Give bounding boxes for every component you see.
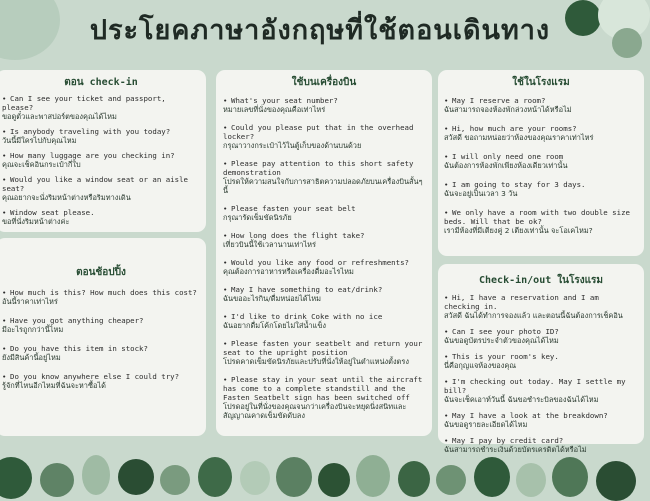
list-item: • How many luggage are you checking in? คุณจะเช็คอินกระเป๋ากี่ใบ [2, 151, 175, 169]
decor-blob [516, 463, 546, 497]
card-title: Check-in/out ในโรงแรม [478, 275, 604, 286]
list-item: • Hi, how much are your rooms? สวัสดี ขอถามหน่อยว่าห้องของคุณราคาเท่าไหร่ [444, 124, 594, 142]
phrase-th: ฉันขอดูบัตรประจำตัวของคุณได้ไหม [444, 336, 559, 345]
phrase-en: May I reserve a room? [452, 96, 546, 105]
decor-blob [596, 461, 636, 501]
phrase-th: หมายเลขที่นั่งของคุณคือเท่าไหร่ [223, 105, 326, 114]
list-item: • Can I see your ticket and passport, please? ขอดูตั๋วและพาสปอร์ตของคุณได้ไหม [2, 94, 166, 121]
phrase-th: ฉันขออะไรกิน/ดื่มหน่อยได้ไหม [223, 294, 322, 303]
list-item: • Could you please put that in the overhead locker? กรุณาวางกระเป๋าไว้ในตู้เก็บของด้านบนด้วย [223, 123, 414, 150]
decor-blob [318, 463, 350, 497]
phrase-en: How long does the flight take? [231, 231, 365, 240]
phrase-en: How much is this? How much does this cost? [10, 288, 197, 297]
phrase-en: Would you like a window seat or an aisle seat? [2, 175, 188, 193]
card-title: ใช้บนเครื่องบิน [291, 77, 357, 88]
card-hotel [438, 70, 644, 256]
phrase-th: เรามีห้องที่มีเตียงคู่ 2 เตียงเท่านั้น จะโอเคไหม? [444, 226, 593, 235]
phrase-en: Hi, how much are your rooms? [452, 124, 577, 133]
list-item: • What's your seat number? หมายเลขที่นั่งของคุณคือเท่าไหร่ [223, 96, 338, 114]
phrase-th: ขอดูตั๋วและพาสปอร์ตของคุณได้ไหม [2, 112, 117, 121]
decor-blob [82, 455, 110, 495]
list-item: • Is anybody traveling with you today? วันนี้มีใครไปกับคุณไหม [2, 127, 171, 145]
phrase-en: Do you have this item in stock? [10, 344, 148, 353]
list-item: • Do you know anywhere else I could try? รู้จักที่ไหนอีกไหมที่ฉันจะหาซื้อได้ [2, 372, 180, 390]
card-title: ตอน check-in [64, 77, 138, 88]
list-item: • We only have a room with two double size beds. Will that be ok? เรามีห้องที่มีเตียงคู่ 2 เตียงเท่านั้น จะโอเคไหม? [444, 208, 630, 235]
phrase-en: Please pay attention to this short safety demonstration [223, 159, 414, 177]
list-item: • Would you like a window seat or an aisle seat? คุณอยากจะนั่งริมหน้าต่างหรือริมทางเดิน [2, 175, 188, 202]
phrase-en: We only have a room with two double size beds. Will that be ok? [444, 208, 630, 226]
phrase-en: I will only need one room [452, 152, 564, 161]
list-item: • Please fasten your seatbelt and return your seat to the upright position โปรดคาดเข็มขัดนิรภัยและปรับที่นั่งให้อยู่ในตำแหน่งตั้งตรง [223, 339, 423, 366]
list-item: • Would you like any food or refreshments? คุณต้องการอาหารหรือเครื่องดื่มอะไรไหม [223, 258, 409, 276]
phrase-en: Hi, I have a reservation and I am checking in. [444, 293, 599, 311]
list-item: • May I have a look at the breakdown? ฉันขอดูรายละเอียดได้ไหม [444, 411, 608, 429]
list-item: • I am going to stay for 3 days. ฉันจะอยู่เป็นเวลา 3 วัน [444, 180, 586, 198]
card-checkinout [438, 264, 644, 454]
list-item: • I'm checking out today. May I settle my bill? ฉันจะเช็คเอาท์วันนี้ ฉันขอชำระบิลของฉันได้ไหม [444, 377, 626, 404]
phrase-en: I'd like to drink Coke with no ice [231, 312, 383, 321]
phrase-en: Please stay in your seat until the aircraft has come to a complete standstill and the Fasten Seatbelt sign has been switched off [223, 375, 423, 402]
phrase-th: คุณอยากจะนั่งริมหน้าต่างหรือริมทางเดิน [2, 193, 131, 202]
phrase-th: ฉันสามารถชำระเงินด้วยบัตรเครดิตได้หรือไม่ [444, 445, 587, 454]
phrase-en: May I have a look at the breakdown? [452, 411, 608, 420]
phrase-th: ฉันจะอยู่เป็นเวลา 3 วัน [444, 189, 518, 198]
list-item: • I will only need one room ฉันต้องการห้องพักเพียงห้องเดียวเท่านั้น [444, 152, 568, 170]
decor-blob [118, 459, 154, 495]
list-item: • Please fasten your seat belt กรุณารัดเข็มขัดนิรภัย [223, 204, 356, 222]
phrase-en: Please fasten your seat belt [231, 204, 356, 213]
phrase-th: โปรดอยู่ในที่นั่งของคุณจนกว่าเครื่องบินจะหยุดนิ่งสนิทและสัญญาณคาดเข็มขัดดับลง [223, 402, 407, 420]
phrase-en: Can I see your ticket and passport, please? [2, 94, 166, 112]
decor-blob [474, 457, 510, 497]
phrase-th: คุณต้องการอาหารหรือเครื่องดื่มอะไรไหม [223, 267, 354, 276]
phrase-th: นี่คือกุญแจห้องของคุณ [444, 361, 517, 370]
phrase-en: How many luggage are you checking in? [10, 151, 175, 160]
phrase-th: สวัสดี ขอถามหน่อยว่าห้องของคุณราคาเท่าไหร่ [444, 133, 594, 142]
phrase-en: This is your room's key. [452, 352, 559, 361]
card-title: ใช้ในโรงแรม [512, 77, 570, 88]
decor-blob [160, 465, 190, 495]
list-item: • How much is this? How much does this cost? อันนี้ราคาเท่าไหร่ [2, 288, 197, 306]
phrase-th: ฉันต้องการห้องพักเพียงห้องเดียวเท่านั้น [444, 161, 568, 170]
phrase-th: ฉันสามารถจองห้องพักล่วงหน้าได้หรือไม่ [444, 105, 572, 114]
phrase-en: Can I see your photo ID? [452, 327, 559, 336]
phrase-en: I'm checking out today. May I settle my bill? [444, 377, 626, 395]
list-item: • Window seat please. ขอที่นั่งริมหน้าต่างค่ะ [2, 208, 95, 226]
phrase-th: ขอที่นั่งริมหน้าต่างค่ะ [2, 217, 70, 226]
list-item: • I'd like to drink Coke with no ice ฉันอยากดื่มโค้กโดยไม่ใส่น้ำแข็ง [223, 312, 383, 330]
phrase-en: Have you got anything cheaper? [10, 316, 144, 325]
phrase-th: ยังมีสินค้านี้อยู่ไหม [2, 353, 61, 362]
list-item: • May I pay by credit card? ฉันสามารถชำระเงินด้วยบัตรเครดิตได้หรือไม่ [444, 436, 587, 454]
phrase-th: เที่ยวบินนี้ใช้เวลานานเท่าไหร่ [223, 240, 317, 249]
decor-blob [398, 461, 430, 497]
decor-blob [276, 457, 312, 497]
decor-blob [40, 463, 74, 497]
phrase-th: โปรดให้ความสนใจกับการสาธิตความปลอดภัยบนเครื่องบินสั้นๆ นี้ [223, 177, 423, 195]
list-item: • Hi, I have a reservation and I am checking in. สวัสดี ฉันได้ทำการจองแล้ว และตอนนี้ฉันต้องการเช็คอิน [444, 293, 623, 320]
list-item: • May I reserve a room? ฉันสามารถจองห้องพักล่วงหน้าได้หรือไม่ [444, 96, 572, 114]
decor-blob [198, 457, 232, 497]
phrase-th: มีอะไรถูกกว่านี้ไหม [2, 325, 64, 334]
phrase-th: รู้จักที่ไหนอีกไหมที่ฉันจะหาซื้อได้ [2, 381, 106, 390]
phrase-en: Window seat please. [10, 208, 95, 217]
phrase-th: อันนี้ราคาเท่าไหร่ [2, 297, 58, 306]
phrase-en: What's your seat number? [231, 96, 338, 105]
list-item: • Have you got anything cheaper? มีอะไรถูกกว่านี้ไหม [2, 316, 144, 334]
phrase-en: Could you please put that in the overhead locker? [223, 123, 414, 141]
phrase-th: ฉันขอดูรายละเอียดได้ไหม [444, 420, 528, 429]
phrase-th: กรุณาวางกระเป๋าไว้ในตู้เก็บของด้านบนด้วย [223, 141, 362, 150]
list-item: • This is your room's key. นี่คือกุญแจห้องของคุณ [444, 352, 559, 370]
decor-blob [436, 465, 466, 495]
card-shopping [0, 238, 206, 436]
phrase-en: Do you know anywhere else I could try? [10, 372, 180, 381]
phrase-en: I am going to stay for 3 days. [452, 180, 586, 189]
page-title: ประโยคภาษาอังกฤษที่ใช้ตอนเดินทาง [89, 15, 551, 46]
phrase-en: May I have something to eat/drink? [231, 285, 383, 294]
phrase-en: May I pay by credit card? [452, 436, 564, 445]
list-item: • How long does the flight take? เที่ยวบินนี้ใช้เวลานานเท่าไหร่ [223, 231, 365, 249]
phrase-en: Is anybody traveling with you today? [10, 127, 171, 136]
card-plane [216, 70, 432, 436]
phrase-th: คุณจะเช็คอินกระเป๋ากี่ใบ [2, 160, 81, 169]
phrase-th: วันนี้มีใครไปกับคุณไหม [2, 136, 77, 145]
phrase-th: โปรดคาดเข็มขัดนิรภัยและปรับที่นั่งให้อยู่ในตำแหน่งตั้งตรง [223, 357, 409, 366]
decor-blob [0, 457, 32, 499]
phrase-en: Would you like any food or refreshments? [231, 258, 409, 267]
list-item: • May I have something to eat/drink? ฉันขออะไรกิน/ดื่มหน่อยได้ไหม [223, 285, 383, 303]
list-item: • Please stay in your seat until the aircraft has come to a complete standstill and the Fasten Seatbelt sign has been switched off โปรดอยู่ในที่นั่งของคุณจนกว่าเครื่องบินจะหยุดนิ่งสนิทและสัญญาณคาดเข็มขัดดับลง [223, 375, 423, 420]
decor-blob [552, 457, 588, 497]
phrase-th: สวัสดี ฉันได้ทำการจองแล้ว และตอนนี้ฉันต้องการเช็คอิน [444, 311, 623, 320]
phrase-th: กรุณารัดเข็มขัดนิรภัย [223, 213, 292, 222]
card-checkin [0, 70, 206, 232]
decor-blob [240, 461, 270, 495]
list-item: • Do you have this item in stock? ยังมีสินค้านี้อยู่ไหม [2, 344, 148, 362]
decor-blob [356, 455, 390, 497]
decor-band [0, 449, 640, 479]
list-item: • Please pay attention to this short safety demonstration โปรดให้ความสนใจกับการสาธิตความปลอดภัยบนเครื่องบินสั้นๆ นี้ [223, 159, 423, 195]
phrase-th: ฉันอยากดื่มโค้กโดยไม่ใส่น้ำแข็ง [223, 321, 326, 330]
phrase-en: Please fasten your seatbelt and return your seat to the upright position [223, 339, 423, 357]
phrase-th: ฉันจะเช็คเอาท์วันนี้ ฉันขอชำระบิลของฉันได้ไหม [444, 395, 599, 404]
card-title: ตอนช้อปปิ้ง [76, 267, 126, 278]
list-item: • Can I see your photo ID? ฉันขอดูบัตรประจำตัวของคุณได้ไหม [444, 327, 559, 345]
